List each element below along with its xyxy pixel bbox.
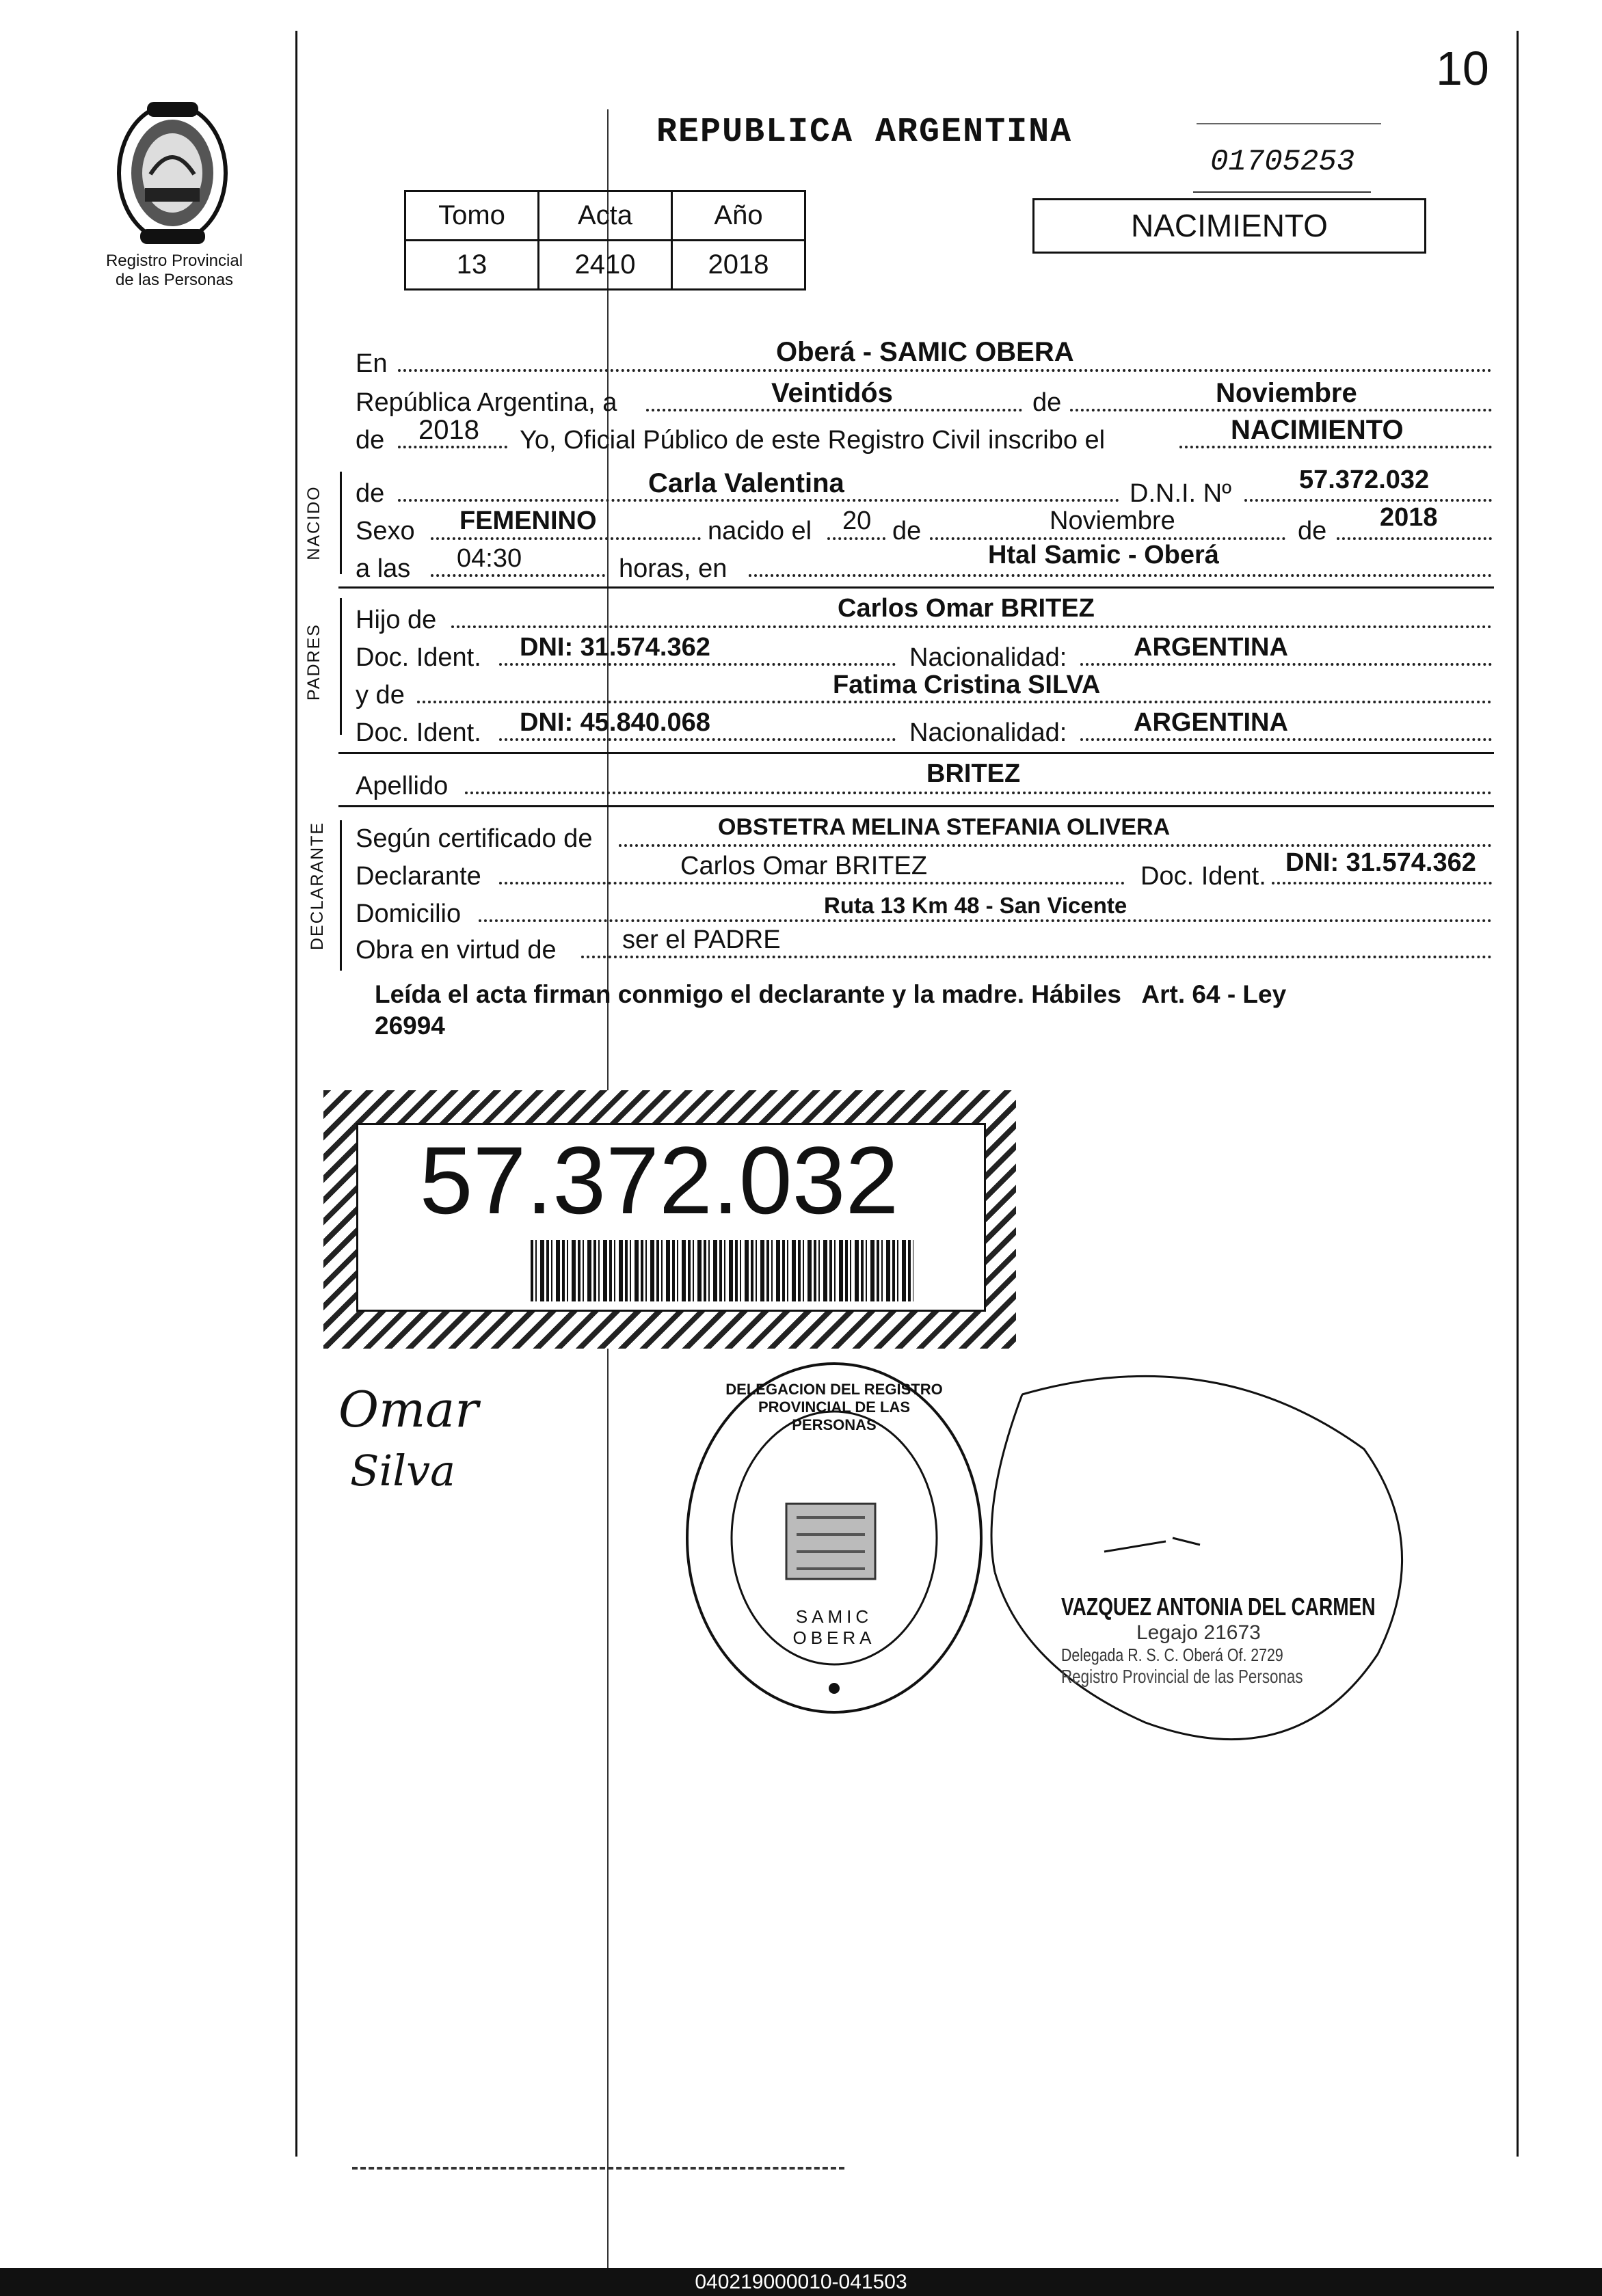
father-value: Carlos Omar BRITEZ	[838, 594, 1095, 623]
dni-sticker-panel	[356, 1123, 986, 1312]
padres-section-label: PADRES	[304, 623, 323, 701]
nacido-de2-label: de	[892, 517, 922, 545]
official-signature	[940, 1367, 1467, 1791]
father-dots	[451, 625, 1492, 628]
misiones-seal-icon	[109, 92, 236, 249]
name-dots	[398, 499, 1119, 502]
barcode-icon	[531, 1240, 913, 1301]
dni-big-number: 57.372.032	[419, 1126, 899, 1234]
declarante-bracket	[340, 820, 342, 971]
dom-label: Domicilio	[356, 900, 462, 928]
mother-dni-value: DNI: 45.840.068	[520, 708, 710, 737]
official-role: Delegada R. S. C. Oberá Of. 2729	[1061, 1645, 1283, 1665]
nacido-section-label: NACIDO	[304, 485, 323, 561]
nac2-dots	[1080, 738, 1492, 741]
declarante-section-label: DECLARANTE	[308, 821, 327, 950]
horas-label: horas, en	[619, 554, 727, 583]
doc-title: REPUBLICA ARGENTINA	[656, 113, 1073, 152]
cert-value: OBSTETRA MELINA STEFANIA OLIVERA	[718, 814, 1171, 840]
apellido-dots	[465, 792, 1492, 794]
cert-dots	[619, 844, 1492, 847]
mother-dots	[417, 701, 1492, 703]
act-table-header-row	[405, 191, 805, 241]
signature-silva: Silva	[350, 1446, 456, 1496]
mother-value: Fatima Cristina SILVA	[833, 671, 1101, 699]
birth-day-dots	[827, 537, 885, 540]
official-legajo: Legajo 21673	[1136, 1621, 1261, 1644]
bottom-dash-marks	[352, 2167, 844, 2170]
de2-label: de	[356, 426, 385, 455]
closing-line2: 26994	[375, 1012, 445, 1040]
apellido-value: BRITEZ	[926, 759, 1021, 788]
de-label: de	[1032, 388, 1062, 417]
birth-place-value: Htal Samic - Oberá	[988, 541, 1219, 569]
en-value: Oberá - SAMIC OBERA	[776, 337, 1074, 367]
child-dni-value: 57.372.032	[1299, 465, 1430, 494]
en-label: En	[356, 349, 388, 378]
nacido-divider	[338, 586, 1494, 589]
serial-underline	[1193, 191, 1371, 193]
birth-day-value: 20	[842, 507, 872, 535]
table-value-acta: 2410	[539, 241, 672, 290]
birth-month-value: Noviembre	[1050, 507, 1175, 535]
decl-doc-dots	[1272, 882, 1492, 884]
stamp-ring-text: DELEGACION DEL REGISTRO PROVINCIAL DE LAS PERSONAS	[725, 1381, 943, 1433]
event-value: NACIMIENTO	[1231, 415, 1404, 445]
nac1-label: Nacionalidad:	[909, 643, 1067, 672]
doc2-label: Doc. Ident.	[356, 718, 481, 747]
declarant-dni-value: DNI: 31.574.362	[1285, 848, 1476, 877]
stamp-center-text: SAMIC OBERA	[792, 1606, 876, 1648]
month-value: Noviembre	[1216, 378, 1357, 408]
hijo-label: Hijo de	[356, 606, 437, 634]
month-dots	[1070, 409, 1492, 411]
signature-loop-icon	[940, 1367, 1467, 1791]
child-name-value: Carla Valentina	[648, 468, 844, 498]
nacido-el-label: nacido el	[708, 517, 812, 545]
apellido-divider	[338, 805, 1494, 807]
father-dni-value: DNI: 31.574.362	[520, 633, 710, 662]
declarant-value: Carlos Omar BRITEZ	[680, 852, 928, 880]
obra-label: Obra en virtud de	[356, 936, 557, 964]
father-nationality-value: ARGENTINA	[1134, 633, 1288, 662]
sexo-label: Sexo	[356, 517, 415, 545]
padres-divider	[338, 752, 1494, 754]
table-header-acta: Acta	[539, 191, 672, 241]
country-label: República Argentina, a	[356, 388, 617, 417]
birth-time-value: 04:30	[457, 544, 522, 573]
dni-label: D.N.I. Nº	[1130, 479, 1231, 508]
table-header-anio: Año	[672, 191, 805, 241]
table-header-tomo: Tomo	[405, 191, 539, 241]
mother-nationality-value: ARGENTINA	[1134, 708, 1288, 737]
doc1-dots	[499, 663, 896, 666]
en-dots	[398, 369, 1492, 372]
yde-label: y de	[356, 681, 405, 710]
birth-year-dots	[1337, 537, 1492, 540]
day-dots	[646, 409, 1022, 411]
closing-line1: Leída el acta firman conmigo el declarante y la madre. Hábiles Art. 64 - Ley	[375, 980, 1287, 1008]
year-dots	[398, 446, 507, 448]
doc2-dots	[499, 738, 896, 741]
doc1-label: Doc. Ident.	[356, 643, 481, 672]
signature-omar: Omar	[338, 1381, 479, 1438]
address-value: Ruta 13 Km 48 - San Vicente	[824, 893, 1127, 918]
registry-line2: de las Personas	[115, 271, 234, 289]
sexo-value: FEMENINO	[459, 507, 597, 535]
closing-text	[375, 979, 1496, 1042]
page-number: 10	[1436, 42, 1489, 95]
official-org: Registro Provincial de las Personas	[1061, 1666, 1303, 1687]
act-table-value-row	[405, 241, 805, 290]
table-value-tomo: 13	[405, 241, 539, 290]
registry-name	[75, 252, 273, 290]
dni-sticker	[323, 1090, 1016, 1349]
place-dots	[749, 574, 1492, 577]
apellido-label: Apellido	[356, 772, 449, 800]
registry-line1: Registro Provincial	[105, 252, 243, 270]
official-block	[1061, 1593, 1444, 1688]
year-value: 2018	[418, 415, 479, 445]
alas-label: a las	[356, 554, 411, 583]
obra-value: ser el PADRE	[622, 926, 781, 954]
footer-code: 040219000010-041503	[695, 2271, 907, 2293]
dni-dots	[1244, 499, 1492, 502]
registry-logo	[109, 92, 236, 249]
time-dots	[431, 574, 605, 577]
left-margin-line	[295, 31, 297, 2157]
table-value-anio: 2018	[672, 241, 805, 290]
right-margin-line	[1517, 31, 1519, 2157]
serial-number: 01705253	[1210, 145, 1355, 179]
event-dots	[1179, 446, 1492, 448]
footer-bar	[0, 2268, 1602, 2296]
birth-year-value: 2018	[1380, 503, 1438, 532]
yo-text: Yo, Oficial Público de este Registro Civil inscribo el	[520, 426, 1106, 455]
sexo-dots	[431, 537, 701, 540]
act-table	[404, 190, 806, 291]
nac2-label: Nacionalidad:	[909, 718, 1067, 747]
act-type-box: NACIMIENTO	[1032, 198, 1426, 254]
nac1-dots	[1080, 663, 1492, 666]
cert-label: Según certificado de	[356, 824, 593, 853]
padres-bracket	[340, 598, 342, 735]
official-name: VAZQUEZ ANTONIA DEL CARMEN	[1061, 1593, 1376, 1621]
obra-dots	[581, 956, 1492, 958]
nacido-bracket	[340, 472, 342, 574]
decl-dots	[499, 882, 1125, 884]
nacido-de3-label: de	[1298, 517, 1327, 545]
nacido-de-label: de	[356, 479, 385, 508]
decl-doc-label: Doc. Ident.	[1140, 862, 1266, 891]
day-value: Veintidós	[771, 378, 893, 408]
serial-overline	[1197, 123, 1381, 124]
decl-label: Declarante	[356, 862, 481, 891]
